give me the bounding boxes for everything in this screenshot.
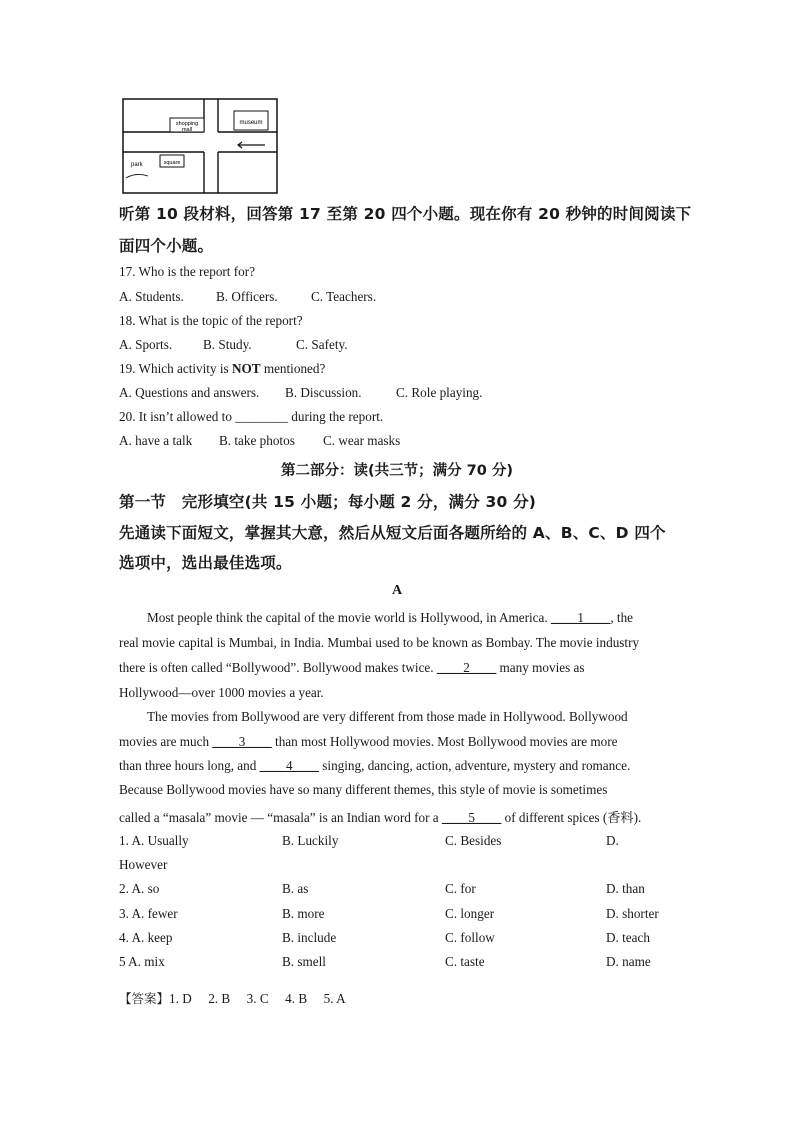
park-label: park bbox=[131, 162, 143, 168]
q17-stem: 17. Who is the report for? bbox=[119, 264, 255, 279]
opt1-d-wrap: However bbox=[119, 857, 168, 872]
map-figure bbox=[122, 98, 278, 194]
opt1-c: C. Besides bbox=[445, 833, 502, 848]
opt2-a: 2. A. so bbox=[119, 881, 160, 896]
svg-text:mall: mall bbox=[181, 127, 193, 133]
opt3-d: D. shorter bbox=[606, 906, 659, 921]
square-label: square bbox=[163, 160, 181, 166]
answer-line bbox=[119, 989, 346, 1007]
blank-5: ____5____ bbox=[441, 810, 502, 825]
passage-p1-line4: Hollywood—over 1000 movies a year. bbox=[119, 685, 324, 700]
opt4-b: B. include bbox=[282, 930, 337, 945]
blank-1: ____1____ bbox=[550, 610, 611, 625]
opt5-c: C. taste bbox=[445, 954, 485, 969]
passage-p2-line1: The movies from Bollywood are very different from those made in Hollywood. Bollywood bbox=[147, 709, 628, 724]
passage-p1-line3: there is often called “Bollywood”. Bollywood makes twice. ____2____ many movies as bbox=[119, 660, 585, 675]
opt3-c: C. longer bbox=[445, 906, 495, 921]
opt5-d: D. name bbox=[606, 954, 651, 969]
opt1-b: B. Luckily bbox=[282, 833, 339, 848]
blank-3: ____3____ bbox=[212, 734, 272, 749]
q20-option-c: C. wear masks bbox=[323, 433, 401, 448]
passage-p2-line5: called a “masala” movie — “masala” is an Indian word for a ____5____ of different spices (香料). bbox=[119, 810, 642, 825]
q20-stem: 20. It isn’t allowed to ________ during the report. bbox=[119, 409, 384, 424]
not-emphasis: NOT bbox=[231, 361, 261, 376]
passage-p2-line3: than three hours long, and ____4____ singing, dancing, action, adventure, mystery and romance. bbox=[119, 758, 631, 773]
opt5-a: 5 A. mix bbox=[119, 954, 165, 969]
blank-2: ____2____ bbox=[436, 660, 497, 675]
opt3-a: 3. A. fewer bbox=[119, 906, 178, 921]
opt5-b: B. smell bbox=[282, 954, 326, 969]
museum-label: museum bbox=[239, 120, 263, 126]
passage-letter: A bbox=[391, 583, 403, 598]
passage-p2-line2: movies are much ____3____ than most Hollywood movies. Most Bollywood movies are more bbox=[119, 734, 618, 749]
section1-instruction-line1: 先通读下面短文，掌握其大意，然后从短文后面各题所给的 A、B、C、D 四个 bbox=[119, 524, 666, 542]
q19-option-b: B. Discussion. bbox=[285, 385, 362, 400]
passage-p2-line4: Because Bollywood movies have so many different themes, this style of movie is sometimes bbox=[119, 782, 608, 797]
answer-text: 1. D 2. B 3. C 4. B 5. A bbox=[169, 991, 346, 1006]
listening-instruction-line2: 面四个小题。 bbox=[119, 237, 214, 255]
opt3-b: B. more bbox=[282, 906, 325, 921]
q18-option-b: B. Study. bbox=[203, 337, 252, 352]
opt2-c: C. for bbox=[445, 881, 476, 896]
q18-stem: 18. What is the topic of the report? bbox=[119, 313, 303, 328]
opt1-a: 1. A. Usually bbox=[119, 833, 189, 848]
opt4-a: 4. A. keep bbox=[119, 930, 173, 945]
opt2-d: D. than bbox=[606, 881, 645, 896]
section1-title: 第一节 完形填空(共 15 小题；每小题 2 分，满分 30 分) bbox=[119, 493, 537, 511]
q17-option-c: C. Teachers. bbox=[311, 289, 377, 304]
opt4-d: D. teach bbox=[606, 930, 650, 945]
q20-option-a: A. have a talk bbox=[119, 433, 193, 448]
q18-option-c: C. Safety. bbox=[296, 337, 348, 352]
q19-option-a: A. Questions and answers. bbox=[119, 385, 260, 400]
q17-option-b: B. Officers. bbox=[216, 289, 278, 304]
listening-instruction-line1: 听第 10 段材料，回答第 17 至第 20 四个小题。现在你有 20 秒钟的时间阅读下 bbox=[119, 205, 692, 223]
q19-stem: 19. Which activity is NOT mentioned? bbox=[119, 361, 326, 376]
opt1-d: D. bbox=[606, 833, 619, 848]
shopping-mall-label: shopping bbox=[175, 121, 199, 127]
opt2-b: B. as bbox=[282, 881, 309, 896]
passage-p1-line1: Most people think the capital of the movie world is Hollywood, in America. ____1____, the bbox=[147, 610, 634, 625]
opt4-c: C. follow bbox=[445, 930, 495, 945]
answer-tag: 【答案】 bbox=[119, 991, 170, 1006]
passage-p1-line2: real movie capital is Mumbai, in India. Mumbai used to be known as Bombay. The movie industry bbox=[119, 635, 640, 650]
q19-option-c: C. Role playing. bbox=[396, 385, 483, 400]
section1-instruction-line2: 选项中，选出最佳选项。 bbox=[119, 554, 292, 572]
part2-title: 第二部分：读(共三节；满分 70 分) bbox=[280, 463, 514, 479]
blank-4: ____4____ bbox=[259, 758, 319, 773]
map-drawing bbox=[122, 98, 278, 194]
q18-option-a: A. Sports. bbox=[119, 337, 173, 352]
q20-option-b: B. take photos bbox=[219, 433, 295, 448]
q17-option-a: A. Students. bbox=[119, 289, 184, 304]
